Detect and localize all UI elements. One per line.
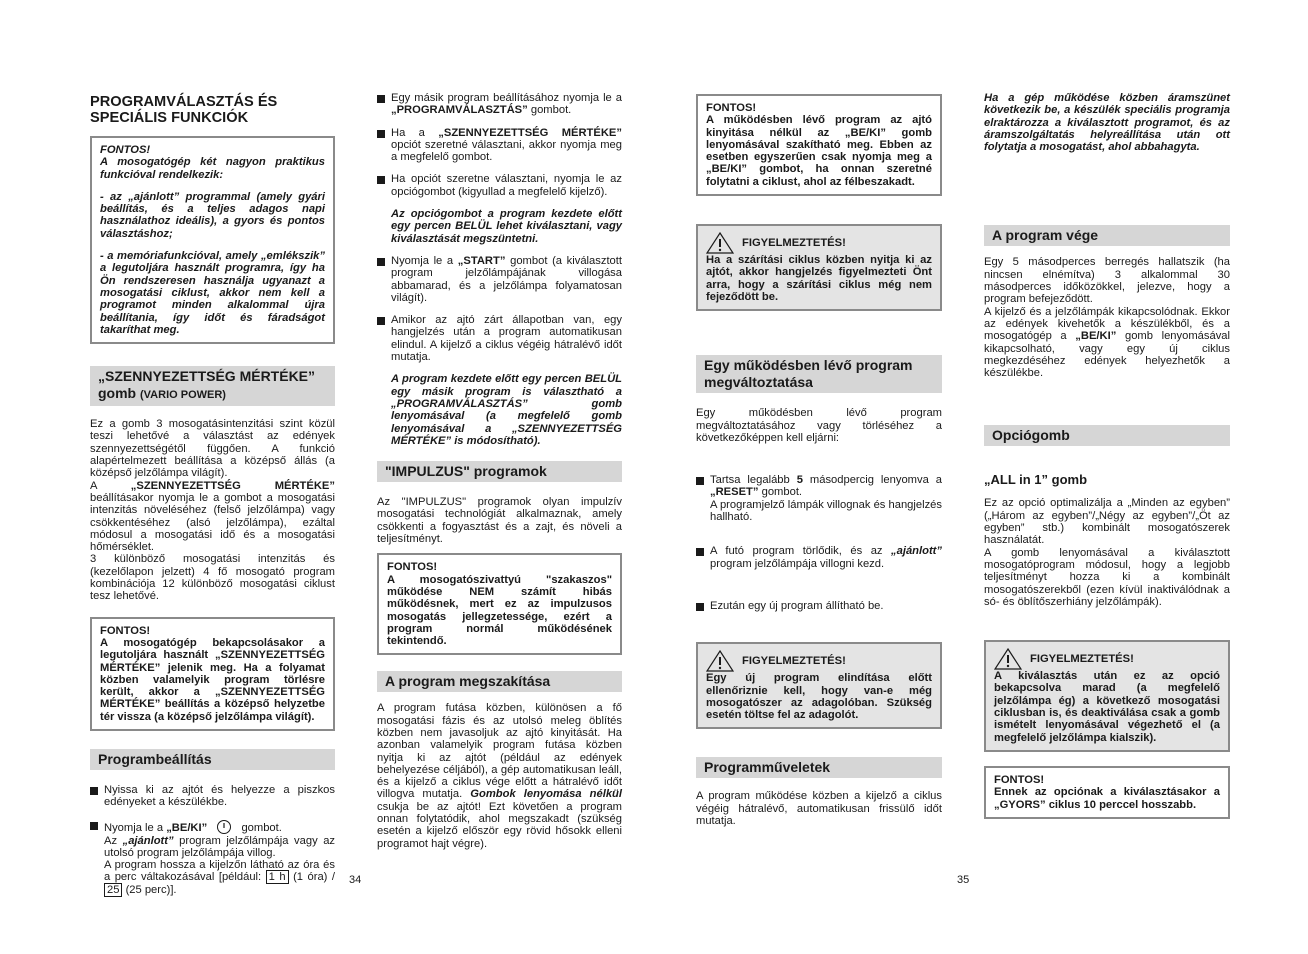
box-text: - a memóriafunkcióval, amely „emlékszik” a legutoljára használt programra, így ha Ön rendszeresen használja ugyanazt a mosogatási ciklust, akkor nem kell a programot minden alkalommal újra beállítania, így időt és fáradságot takaríthat meg.	[100, 250, 325, 336]
column-2	[377, 92, 622, 850]
paragraph: A program működése közben a kijelző a ciklus végéig hátralévő, automatikusan frissülő időt mutatja.	[696, 790, 942, 828]
note: A program kezdete előtt egy percen BELÜL egy másik program is választható a „PROGRAMVÁLASZTÁS” gomb lenyomásával (a megfelelő gomb lenyomásával a „SZENNYEZETTSÉG MÉRTÉKE” is módosítható).	[391, 373, 622, 447]
column-1	[90, 94, 335, 896]
list-item: Nyomja le a „BE/KI” gombot. Az „ajánlott” program jelzőlámpája vagy az utolsó program jelzőlámpája villog. A program hossza a kijelzőn látható az óra és a perc váltakozásával [például: 1 h (1 óra) / 25 (25 perc)].	[90, 819, 335, 896]
box-heading: FONTOS!	[387, 561, 438, 574]
section-title: PROGRAMVÁLASZTÁS ÉS SPECIÁLIS FUNKCIÓK	[90, 94, 278, 126]
box-text: A kiválasztás után ez az opció bekapcsolva marad (a megfelelő jelzőlámpa ég) a következő mosogatási ciklusban is, és deaktiválása csak a gomb ismételt lenyomásával végezhető el (a megfelelő jelzőlámpa kialszik).	[994, 670, 1220, 744]
paragraph: 3 különböző mosogatási intenzitás és (kezelőlapon jelzett) 4 fő mosogató program kombinációja 12 különböző mosogatási ciklust tesz lehetővé.	[90, 553, 335, 603]
section-header-option-button: Opciógomb	[984, 425, 1230, 446]
power-icon	[216, 819, 232, 835]
warning-triangle-icon	[706, 232, 734, 254]
paragraph: Ez az opció optimalizálja a „Minden az egyben” („Három az egyben”/„Négy az egyben”/„Öt az egyben” stb.) kombinált mosogatószerek használatát.	[984, 497, 1230, 547]
page-number-left: 34	[349, 874, 362, 886]
important-box-onoff	[696, 94, 942, 196]
box-text: Ennek az opciónak a kiválasztásakor a „GYORS” ciklus 10 perccel hosszabb.	[994, 786, 1220, 811]
list-item: Nyissa ki az ajtót és helyezze a piszkos edényeket a készülékbe.	[90, 784, 335, 809]
section-header-program-operations: Programműveletek	[696, 757, 942, 778]
paragraph: Az "IMPULZUS" programok olyan impulzív mosogatási technológiát alkalmaznak, amely csökkenti a fogyasztást és a zajt, és növeli a teljesítményt.	[377, 496, 622, 546]
box-text: A mosogatógép bekapcsolásakor a legutoljára használt „SZENNYEZETTSÉG MÉRTÉKE” jelenik meg. Ha a folyamat közben valamelyik program törlésre került, akkor a „SZENNYEZETTSÉG MÉRTÉKE” beállítás a középső helyzetbe tér vissza (a középső jelzőlámpa világít).	[100, 636, 325, 723]
list-item: Ha opciót szeretne választani, nyomja le az opciógombot (kigyullad a megfelelő kijelző).	[377, 173, 622, 198]
section-header-interruption: A program megszakítása	[377, 671, 622, 692]
section-header-impulse: "IMPULZUS" programok	[377, 461, 622, 482]
column-4	[984, 92, 1230, 819]
warning-box-detergent	[696, 642, 942, 729]
list-item: Nyomja le a „START” gombot (a kiválasztott program jelzőlámpájának villogása abbamarad, és a jelzőlámpa folyamatosan világít).	[377, 255, 622, 304]
box-heading: FONTOS!	[706, 102, 757, 114]
important-box-quick	[984, 766, 1230, 819]
warning-triangle-icon	[706, 650, 734, 672]
list-item: Ezután egy új program állítható be.	[696, 600, 942, 612]
section-header-soil-level: „SZENNYEZETTSÉG MÉRTÉKE” gomb (VARIO POWER)	[90, 366, 335, 406]
section-header-program-setting: Programbeállítás	[90, 749, 335, 770]
list-item: Tartsa legalább 5 másodpercig lenyomva a „RESET” gombot. A programjelző lámpák villognak és hangjelzés hallható.	[696, 474, 942, 523]
warning-box-option	[984, 640, 1230, 752]
box-text: A mosogatószivattyú "szakaszos" működése NEM számít hibás működésnek, mert ez az impulzusos mosogatás jellegzetessége, ezért a program normál működésének tekintendő.	[387, 573, 612, 648]
warning-heading: FIGYELMEZTETÉS!	[994, 648, 1220, 670]
box-heading: FONTOS!	[994, 773, 1045, 786]
section-header-change-program: Egy működésben lévő program megváltoztatása	[696, 355, 942, 393]
list-item: Egy másik program beállításához nyomja le a „PROGRAMVÁLASZTÁS” gombot.	[377, 92, 622, 117]
box-text: Egy új program elindítása előtt ellenőriznie kell, hogy van-e még mosogatószer az adagolóban. Szükség esetén töltse fel az adagolót.	[706, 672, 932, 722]
note: Ha a gép működése közben áramszünet következik be, a készülék speciális programja elraktározza a kiválasztott programot, és az áramszolgáltatás helyreállítása után ott folytatja a mosogatást, ahol abbahagyta.	[984, 92, 1230, 154]
important-box-impulse	[377, 553, 622, 655]
warning-heading: FIGYELMEZTETÉS!	[706, 650, 932, 672]
column-3	[696, 94, 942, 827]
important-box-functions	[90, 136, 335, 344]
box-text: A működésben lévő program az ajtó kinyitása nélkül az „BE/KI” gomb lenyomásával szakítható meg. Ebben az esetben egyszerűen csak nyomja meg a „BE/KI” gombot, ha onnan szeretné folytatni a ciklust, ahol az félbeszakadt.	[706, 114, 932, 188]
page-number-right: 35	[957, 874, 970, 886]
paragraph: Egy működésben lévő program megváltoztatásához vagy törléséhez a következőképpen kell eljárni:	[696, 407, 942, 444]
warning-heading: FIGYELMEZTETÉS!	[706, 232, 932, 254]
warning-box-drying	[696, 224, 942, 311]
paragraph: Egy 5 másodperces berregés hallatszik (ha nincsen elnémítva) 3 alkalommal 30 másodperces időközökkel, jelezve, hogy a program befejeződött.	[984, 256, 1230, 306]
warning-triangle-icon	[994, 648, 1022, 670]
box-text: Ha a szárítási ciklus közben nyitja ki az ajtót, akkor hangjelzés figyelmezteti Önt arra, hogy a szárítási ciklus még nem fejeződött be.	[706, 254, 932, 303]
paragraph: Ez a gomb 3 mosogatásintenzitási szint közül teszi lehetővé a választást az edények szennyezettségétől függően. A funkció alapértelmezett beállítása a középső állás (a középső jelzőlámpa világít).	[90, 418, 335, 480]
box-text: A mosogatógép két nagyon praktikus funkcióval rendelkezik:	[100, 156, 325, 181]
box-heading: FONTOS!	[100, 144, 151, 156]
important-box-soil-level	[90, 617, 335, 731]
paragraph: A gomb lenyomásával a kiválasztott mosogatóprogram módosul, hogy a legjobb teljesítményt hozza ki a kombinált mosogatószerekből (ezen kívül inaktiválódnak a só- és öblítőszerhiány jelzőlámpák).	[984, 546, 1230, 608]
section-header-program-end: A program vége	[984, 225, 1230, 246]
paragraph: A kijelző és a jelzőlámpák kikapcsolódnak. Ekkor az edények kivehetők a készülékből, és a mosogatógép a „BE/KI” gomb lenyomásával kikapcsolható, vagy egy új ciklus megkezdéséhez edények helyezhetők a készülékbe.	[984, 305, 1230, 380]
list-item: A futó program törlődik, és az „ajánlott” program jelzőlámpája villogni kezd.	[696, 545, 942, 570]
list-item: Amikor az ajtó zárt állapotban van, egy hangjelzés után a program automatikusan elindul. A kijelző a ciklus végéig hátralévő időt mutatja.	[377, 314, 622, 363]
note: Az opciógombot a program kezdete előtt egy percen BELÜL lehet kiválasztani, vagy kiválasztását megszüntetni.	[391, 208, 622, 245]
paragraph: A „SZENNYEZETTSÉG MÉRTÉKE” beállításakor nyomja le a gombot a mosogatási intenzitás növeléséhez (felső jelzőlámpa) vagy csökkentéséhez (alsó jelzőlámpa), ezáltal módosul a mosogatási idő és a mosogatási hőmérséklet.	[90, 479, 335, 554]
paragraph: A program futása közben, különösen a fő mosogatási fázis és az utolsó meleg öblítés közben nem javasoljuk az ajtó kinyitását. Ha azonban valamelyik program futása közben nyitja ki az ajtót (például az edények behelyezése céljából), a gép automatikusan leáll, és a kijelző a ciklus vége előtt a hátralévő időt villogva mutatja. Gombok lenyomása nélkül csukja be az ajtót! Ezt követően a program onnan folytatódik, ahol megszakadt (szükség esetén a kijelző először egy rövid hősokk elleni programot hajt végre).	[377, 702, 623, 850]
subheading-all-in-1: „ALL in 1” gomb	[984, 472, 1088, 488]
box-heading: FONTOS!	[100, 624, 151, 637]
list-item: Ha a „SZENNYEZETTSÉG MÉRTÉKE” opciót szeretné választani, akkor nyomja meg a megfelelő gombot.	[377, 127, 622, 164]
box-text: - az „ajánlott” programmal (amely gyári beállítás, és a teljes adagos napi használathoz ideális), a gyors és pontos választáshoz;	[100, 190, 325, 240]
